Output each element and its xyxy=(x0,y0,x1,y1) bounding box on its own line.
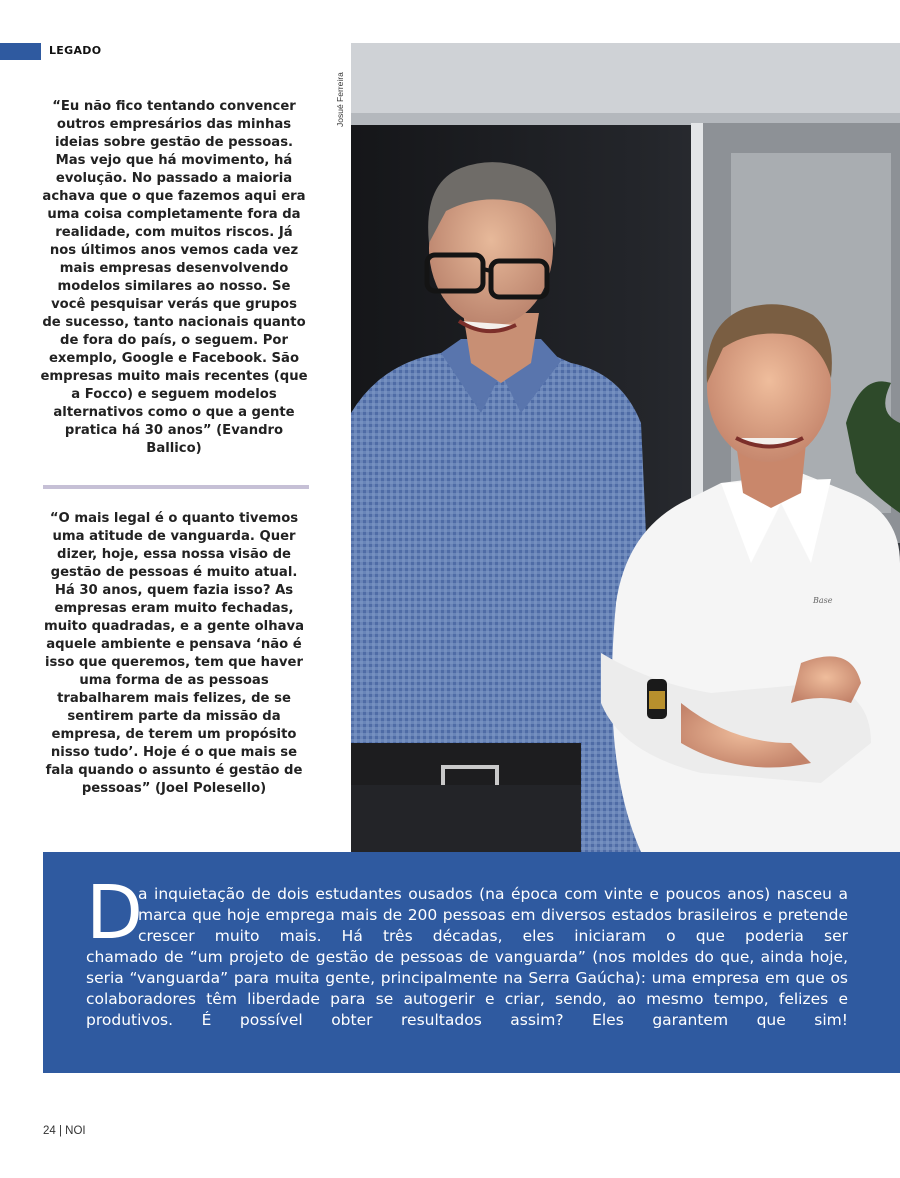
drop-cap: D xyxy=(86,870,143,956)
intro-text-indented: a inquietação de dois estudantes ousados (na época com vinte e poucos anos) nasceu a marca que hoje emprega mais de 200 pessoas em diversos estados brasileiros e pretende crescer muito mais. Há três décadas, eles iniciaram o que poderia ser xyxy=(138,885,848,945)
section-accent-bar xyxy=(0,43,41,60)
photo-credit: Josué Ferreira xyxy=(335,72,345,127)
portrait-photo xyxy=(351,43,900,852)
section-label: LEGADO xyxy=(49,44,102,57)
pull-quote-joel: “O mais legal é o quanto tivemos uma atitude de vanguarda. Quer dizer, hoje, essa nossa visão de gestão de pessoas é muito atual. Há 30 anos, quem fazia isso? As empresas eram muito fechadas, muito quadradas, e a gente olhava aquele ambiente e pensava ‘não é isso que queremos, tem que haver uma forma de as pessoas trabalharem mais felizes, de se sentirem parte da missão da empresa, de terem um propósito nisso tudo’. Hoje é o que mais se fala quando o assunto é gestão de pessoas” (Joel Polesello) xyxy=(44,511,304,796)
quote-divider xyxy=(43,485,309,489)
pull-quote-evandro: “Eu não fico tentando convencer outros empresários das minhas ideias sobre gestão de pessoas. Mas vejo que há movimento, há evolução. No passado a maioria achava que o que fazemos aqui era uma coisa completamente fora da realidade, com muitos riscos. Já nos últimos anos vemos cada vez mais empresas desenvolvendo modelos similares ao nosso. Se você pesquisar verás que grupos de sucesso, tanto nacionais quanto de fora do país, o seguem. Por exemplo, Google e Facebook. São empresas muito mais recentes (que a Focco) e seguem modelos alternativos como o que a gente pratica há 30 anos” (Evandro Ballico) xyxy=(40,99,308,456)
page-number: 24 | NOI xyxy=(43,1125,86,1137)
intro-text-full: chamado de “um projeto de gestão de pessoas de vanguarda” (nos moldes do que, ainda hoje, seria “vanguarda” para muita gente, principalmente na Serra Gaúcha): uma empresa em que os colaboradores têm liberdade para se autogerir e criar, sendo, ao mesmo tempo, felizes e produtivos. É possível obter resultados assim? Eles garantem que sim! xyxy=(86,948,848,1029)
shirt-embroidery: Base xyxy=(813,596,833,605)
